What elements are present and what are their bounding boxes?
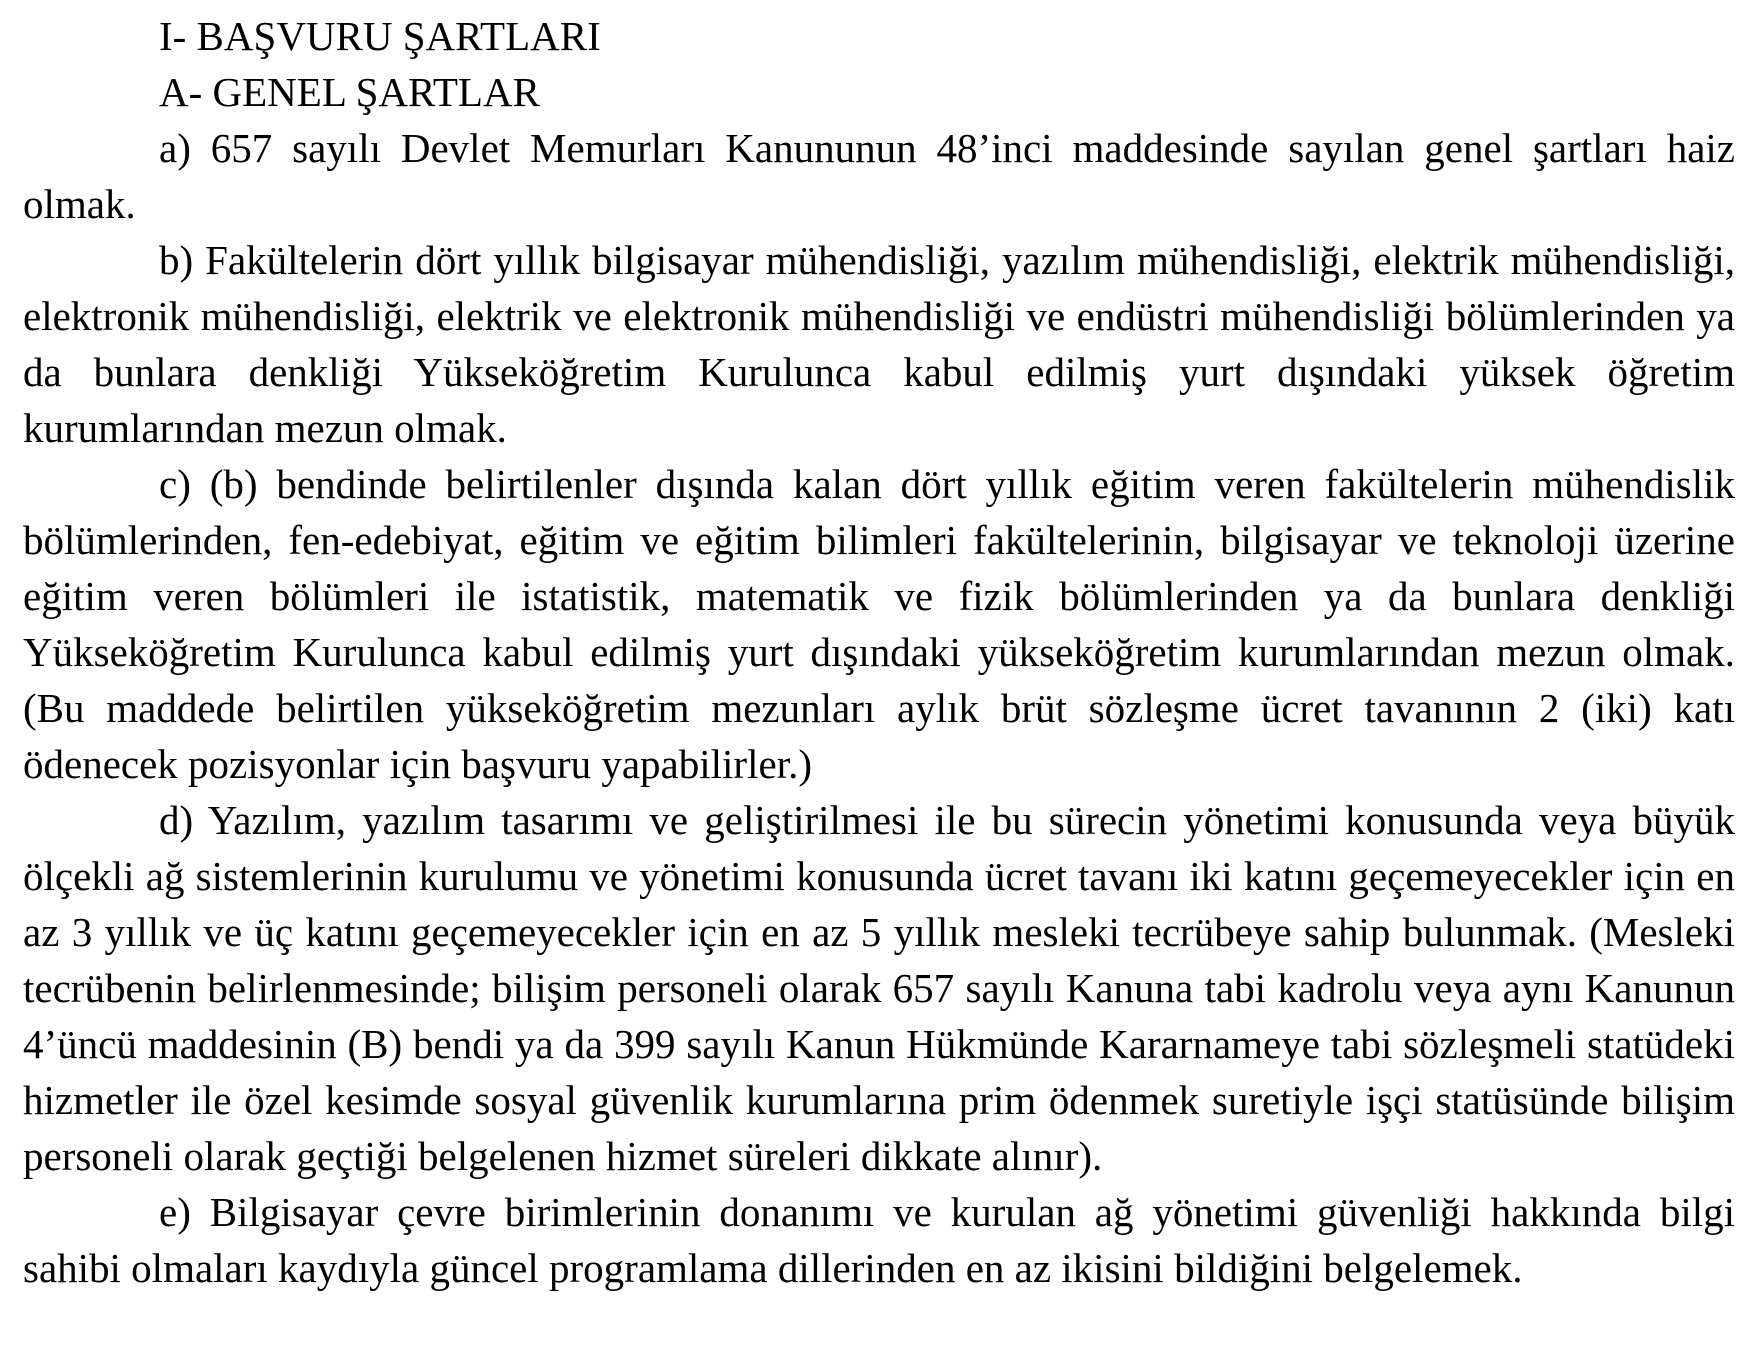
section-heading-basvuru-sartlari: I- BAŞVURU ŞARTLARI xyxy=(159,13,601,59)
subsection-heading-genel-sartlar: A- GENEL ŞARTLAR xyxy=(159,69,540,115)
paragraph-e: e) Bilgisayar çevre birimlerinin donanımı ve kurulan ağ yönetimi güvenliği hakkında bilgi sahibi olmaları kaydıyla güncel programlama dillerinden en az ikisini bildiğini belgelemek. xyxy=(23,1189,1735,1291)
paragraph-a: a) 657 sayılı Devlet Memurları Kanununun 48’inci maddesinde sayılan genel şartları haiz olmak. xyxy=(23,125,1735,227)
paragraph-c: c) (b) bendinde belirtilenler dışında kalan dört yıllık eğitim veren fakültelerin mühendislik bölümlerinden, fen-edebiyat, eğitim ve eğitim bilimleri fakültelerinin, bilgisayar ve teknoloji üzerine eğitim veren bölümleri ile istatistik, matematik ve fizik bölümlerinden ya da bunlara denkliği Yükseköğretim Kurulunca kabul edilmiş yurt dışındaki yükseköğretim kurumlarından mezun olmak. (Bu maddede belirtilen yükseköğretim mezunları aylık brüt sözleşme ücret tavanının 2 (iki) katı ödenecek pozisyonlar için başvuru yapabilirler.) xyxy=(23,461,1735,787)
document-page xyxy=(23,8,1735,1296)
paragraph-b: b) Fakültelerin dört yıllık bilgisayar mühendisliği, yazılım mühendisliği, elektrik mühendisliği, elektronik mühendisliği, elektrik ve elektronik mühendisliği ve endüstri mühendisliği bölümlerinden ya da bunlara denkliği Yükseköğretim Kurulunca kabul edilmiş yurt dışındaki yüksek öğretim kurumlarından mezun olmak. xyxy=(23,237,1735,451)
paragraph-d: d) Yazılım, yazılım tasarımı ve geliştirilmesi ile bu sürecin yönetimi konusunda veya büyük ölçekli ağ sistemlerinin kurulumu ve yönetimi konusunda ücret tavanı iki katını geçemeyecekler için en az 3 yıllık ve üç katını geçemeyecekler için en az 5 yıllık mesleki tecrübeye sahip bulunmak. (Mesleki tecrübenin belirlenmesinde; bilişim personeli olarak 657 sayılı Kanuna tabi kadrolu veya aynı Kanunun 4’üncü maddesinin (B) bendi ya da 399 sayılı Kanun Hükmünde Kararnameye tabi sözleşmeli statüdeki hizmetler ile özel kesimde sosyal güvenlik kurumlarına prim ödenmek suretiyle işçi statüsünde bilişim personeli olarak geçtiği belgelenen hizmet süreleri dikkate alınır). xyxy=(23,797,1735,1179)
